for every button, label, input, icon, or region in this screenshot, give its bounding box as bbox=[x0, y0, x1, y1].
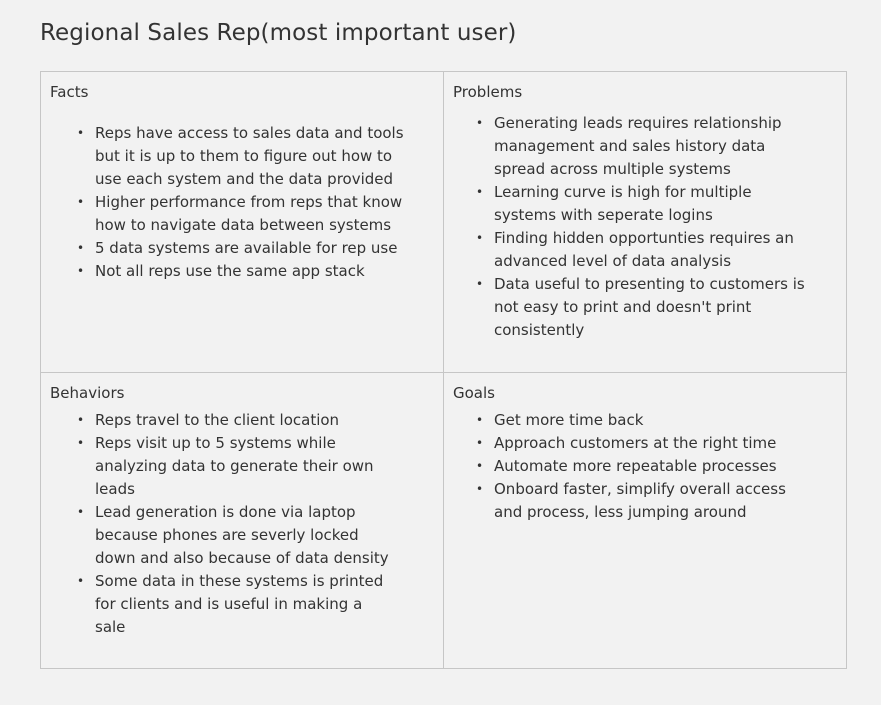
problems-heading: Problems bbox=[453, 83, 523, 101]
behaviors-list bbox=[77, 409, 397, 639]
list-item: • Get more time back bbox=[476, 409, 816, 432]
list-item: • 5 data systems are available for rep use bbox=[77, 237, 407, 260]
list-item: • Reps visit up to 5 systems while analyzing data to generate their own leads bbox=[77, 432, 397, 501]
facts-heading: Facts bbox=[50, 83, 89, 101]
list-item: • Data useful to presenting to customers is not easy to print and doesn't print consistently bbox=[476, 273, 816, 342]
problems-quadrant bbox=[444, 72, 846, 373]
list-item: • Lead generation is done via laptop because phones are severly locked down and also because of data density bbox=[77, 501, 397, 570]
list-item: • Generating leads requires relationship management and sales history data spread across multiple systems bbox=[476, 112, 816, 181]
goals-list bbox=[476, 409, 816, 524]
list-item: • Onboard faster, simplify overall access and process, less jumping around bbox=[476, 478, 816, 524]
persona-grid bbox=[40, 71, 847, 669]
page-title: Regional Sales Rep(most important user) bbox=[40, 20, 517, 46]
list-item: • Some data in these systems is printed for clients and is useful in making a sale bbox=[77, 570, 397, 639]
facts-list bbox=[77, 122, 407, 283]
list-item: • Reps have access to sales data and tools but it is up to them to figure out how to use each system and the data provided bbox=[77, 122, 407, 191]
list-item: • Finding hidden opportunties requires an advanced level of data analysis bbox=[476, 227, 816, 273]
list-item: • Approach customers at the right time bbox=[476, 432, 816, 455]
goals-quadrant bbox=[444, 373, 846, 668]
goals-heading: Goals bbox=[453, 384, 495, 402]
list-item: • Learning curve is high for multiple systems with seperate logins bbox=[476, 181, 816, 227]
list-item: • Automate more repeatable processes bbox=[476, 455, 816, 478]
behaviors-heading: Behaviors bbox=[50, 384, 125, 402]
problems-list bbox=[476, 112, 816, 342]
list-item: • Not all reps use the same app stack bbox=[77, 260, 407, 283]
behaviors-quadrant bbox=[41, 373, 444, 668]
list-item: • Higher performance from reps that know how to navigate data between systems bbox=[77, 191, 407, 237]
list-item: • Reps travel to the client location bbox=[77, 409, 397, 432]
facts-quadrant bbox=[41, 72, 444, 373]
